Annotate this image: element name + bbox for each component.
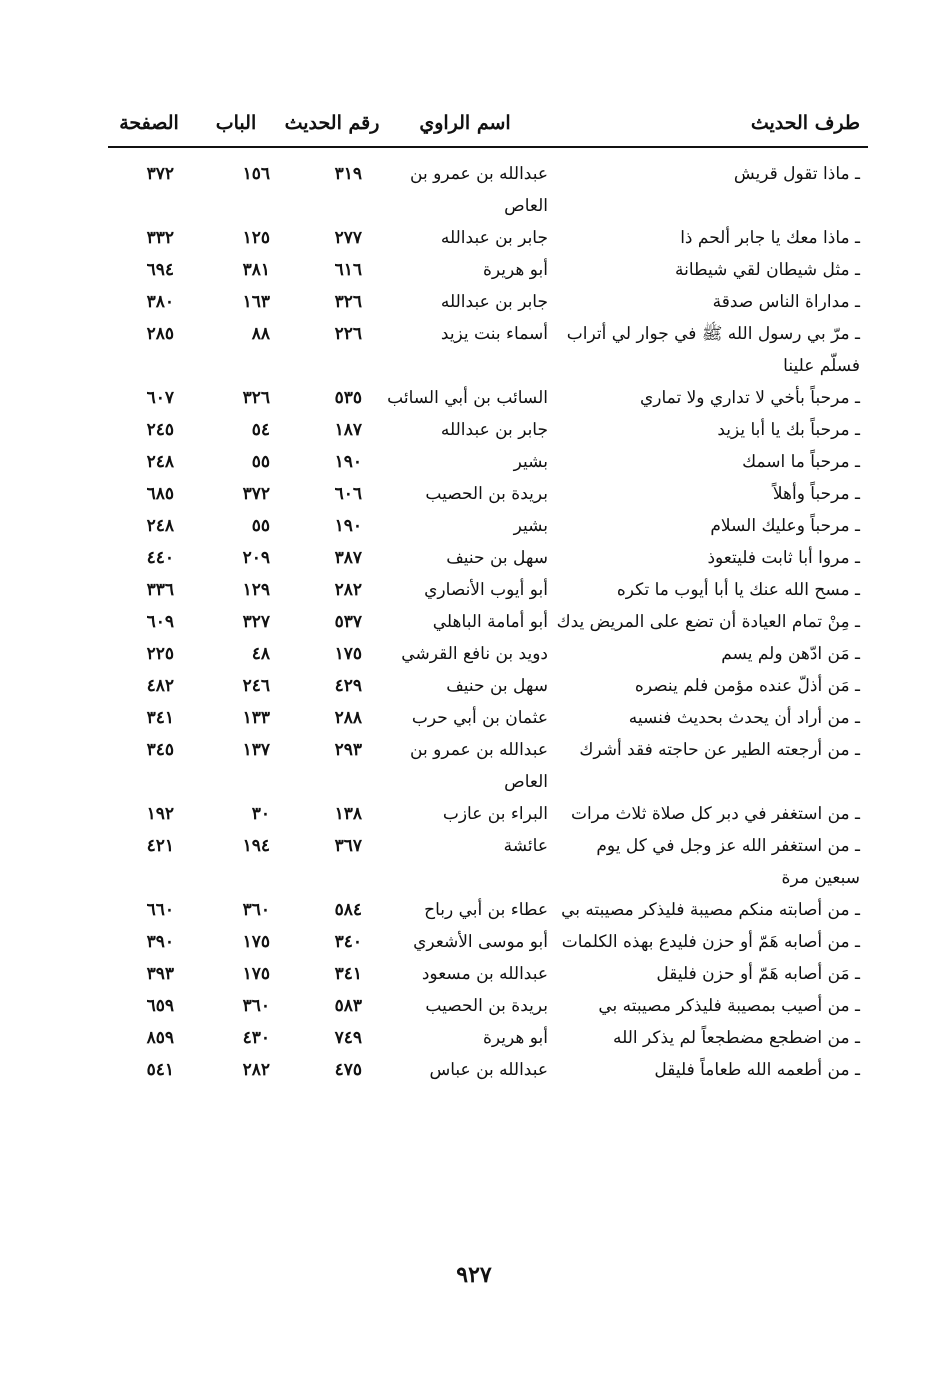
hadith-text: ـ مثل شيطان لقي شيطانة xyxy=(675,260,860,280)
narrator-name: البراء بن عازب xyxy=(442,804,548,824)
page-ref: ٢٤٨ xyxy=(146,452,174,472)
narrator-name: دويد بن نافع القرشي xyxy=(401,644,548,664)
table-row xyxy=(108,830,868,894)
page-ref: ٣٩٠ xyxy=(146,932,174,952)
hadith-number: ٥٣٥ xyxy=(334,388,362,408)
table-row xyxy=(108,990,868,1022)
hadith-number: ٥٣٧ xyxy=(334,612,362,632)
hadith-text: ـ مَن أصابه هَمّ أو حزن فليقل xyxy=(656,964,860,984)
hadith-text: ـ مرّ بي رسول الله ﷺ في جوار لي أتراب فسلّم علينا xyxy=(566,324,860,376)
bab-number: ١٢٥ xyxy=(242,228,270,248)
page-ref: ٣٤٥ xyxy=(146,740,174,760)
table-row xyxy=(108,478,868,510)
hadith-text: ـ مرحباً وأهلاً xyxy=(772,484,860,504)
hadith-number: ٤٧٥ xyxy=(334,1060,362,1080)
bab-number: ٥٥ xyxy=(251,516,270,536)
header-narrator: اسم الراوي xyxy=(419,112,511,134)
index-page xyxy=(108,100,868,1086)
table-row xyxy=(108,958,868,990)
table-row xyxy=(108,382,868,414)
page-ref: ٢٤٥ xyxy=(146,420,174,440)
narrator-name: عبدالله بن عمرو بن العاص xyxy=(410,740,548,792)
table-row xyxy=(108,446,868,478)
table-row xyxy=(108,1054,868,1086)
hadith-number: ١٧٥ xyxy=(334,644,362,664)
bab-number: ٥٥ xyxy=(251,452,270,472)
table-row xyxy=(108,1022,868,1054)
header-hadith-text: طرف الحديث xyxy=(750,112,860,134)
hadith-number: ٣١٩ xyxy=(334,164,362,184)
hadith-text: ـ مرحباً ما اسمك xyxy=(742,452,860,472)
header-page: الصفحة xyxy=(119,112,179,134)
hadith-number: ٦٠٦ xyxy=(334,484,362,504)
page-ref: ٦٨٥ xyxy=(146,484,174,504)
narrator-name: عائشة xyxy=(503,836,548,856)
hadith-number: ٧٤٩ xyxy=(334,1028,362,1048)
page-ref: ٢٨٥ xyxy=(146,324,174,344)
hadith-text: ـ من أراد أن يحدث بحديث فنسيه xyxy=(628,708,860,728)
narrator-name: أبو هريرة xyxy=(482,260,548,280)
hadith-text: ـ من أصابه هَمّ أو حزن فليدع بهذه الكلمات xyxy=(561,932,860,952)
bab-number: ٥٤ xyxy=(251,420,270,440)
page-ref: ٢٤٨ xyxy=(146,516,174,536)
hadith-text: ـ من أصيب بمصيبة فليذكر مصيبته بي xyxy=(598,996,860,1016)
narrator-name: عبدالله بن مسعود xyxy=(421,964,548,984)
page-ref: ٢٢٥ xyxy=(146,644,174,664)
table-row xyxy=(108,574,868,606)
hadith-number: ٦١٦ xyxy=(334,260,362,280)
bab-number: ١٣٣ xyxy=(242,708,270,728)
narrator-name: بريدة بن الحصيب xyxy=(425,484,548,504)
hadith-text: ـ مداراة الناس صدقة xyxy=(712,292,860,312)
narrator-name: جابر بن عبدالله xyxy=(440,292,548,312)
table-row xyxy=(108,414,868,446)
narrator-name: جابر بن عبدالله xyxy=(440,228,548,248)
header-bab: الباب xyxy=(215,112,257,134)
hadith-text: ـ من أرجعته الطير عن حاجته فقد أشرك xyxy=(579,740,860,760)
page-ref: ٦٩٤ xyxy=(146,260,174,280)
bab-number: ٣٦٠ xyxy=(242,996,270,1016)
hadith-text: ـ من أصابته منكم مصيبة فليذكر مصيبته بي xyxy=(561,900,860,920)
bab-number: ٤٨ xyxy=(251,644,270,664)
hadith-text: ـ مَن ادّهن ولم يسم xyxy=(721,644,860,664)
hadith-number: ٥٨٤ xyxy=(334,900,362,920)
page-ref: ٨٥٩ xyxy=(146,1028,174,1048)
hadith-number: ٢٨٨ xyxy=(334,708,362,728)
hadith-number: ٢٢٦ xyxy=(334,324,362,344)
hadith-text: ـ مرحباً بك يا أبا يزيد xyxy=(717,420,860,440)
bab-number: ٤٣٠ xyxy=(242,1028,270,1048)
hadith-number: ٣٤٠ xyxy=(334,932,362,952)
bab-number: ٨٨ xyxy=(251,324,270,344)
hadith-text: ـ مِنْ تمام العيادة أن تضع على المريض يدك xyxy=(556,612,860,632)
narrator-name: أبو أمامة الباهلي xyxy=(432,612,548,632)
hadith-text: ـ من استغفر في دبر كل صلاة ثلاث مرات xyxy=(570,804,860,824)
bab-number: ٢٠٩ xyxy=(242,548,270,568)
narrator-name: أبو موسى الأشعري xyxy=(413,932,548,952)
page-ref: ٣٣٦ xyxy=(146,580,174,600)
hadith-number: ٢٨٢ xyxy=(334,580,362,600)
page-ref: ٦٦٠ xyxy=(146,900,174,920)
table-row xyxy=(108,798,868,830)
page-ref: ٣٩٣ xyxy=(146,964,174,984)
table-row xyxy=(108,894,868,926)
bab-number: ٢٤٦ xyxy=(242,676,270,696)
bab-number: ٣٢٦ xyxy=(242,388,270,408)
hadith-number: ٣٨٧ xyxy=(334,548,362,568)
table-row xyxy=(108,318,868,382)
bab-number: ٣٦٠ xyxy=(242,900,270,920)
narrator-name: بشير xyxy=(513,516,548,536)
bab-number: ١٧٥ xyxy=(242,932,270,952)
narrator-name: عبدالله بن عمرو بن العاص xyxy=(410,164,548,216)
page-ref: ٤٨٢ xyxy=(146,676,174,696)
header-hadith-number: رقم الحديث xyxy=(284,112,380,134)
hadith-text: ـ ماذا معك يا جابر ألحم ذا xyxy=(680,228,860,248)
table-row xyxy=(108,222,868,254)
bab-number: ٢٨٢ xyxy=(242,1060,270,1080)
bab-number: ٣٠ xyxy=(251,804,270,824)
page-number: ٩٢٧ xyxy=(456,1262,492,1288)
bab-number: ١٩٤ xyxy=(242,836,270,856)
table-row xyxy=(108,670,868,702)
table-row xyxy=(108,542,868,574)
hadith-text: ـ مروا أبا ثابت فليتعوذ xyxy=(707,548,860,568)
bab-number: ١٦٣ xyxy=(242,292,270,312)
hadith-text: ـ ماذا تقول قريش xyxy=(733,164,860,184)
narrator-name: بريدة بن الحصيب xyxy=(425,996,548,1016)
hadith-number: ٥٨٣ xyxy=(334,996,362,1016)
page-ref: ٤٢١ xyxy=(146,836,174,856)
hadith-number: ١٣٨ xyxy=(334,804,362,824)
narrator-name: سهل بن حنيف xyxy=(446,548,548,568)
page-ref: ٦٥٩ xyxy=(146,996,174,1016)
table-body xyxy=(108,158,868,1086)
narrator-name: عبدالله بن عباس xyxy=(429,1060,548,1080)
narrator-name: بشير xyxy=(513,452,548,472)
bab-number: ١٥٦ xyxy=(242,164,270,184)
hadith-number: ١٩٠ xyxy=(334,516,362,536)
table-header xyxy=(108,100,868,148)
hadith-number: ٢٧٧ xyxy=(334,228,362,248)
narrator-name: أسماء بنت يزيد xyxy=(440,324,548,344)
hadith-text: ـ مسح الله عنك يا أبا أيوب ما تكره xyxy=(616,580,860,600)
table-row xyxy=(108,158,868,222)
table-row xyxy=(108,510,868,542)
narrator-name: عثمان بن أبي حرب xyxy=(411,708,548,728)
table-row xyxy=(108,254,868,286)
page-ref: ٣٤١ xyxy=(146,708,174,728)
table-row xyxy=(108,286,868,318)
hadith-text: ـ مرحباً بأخي لا تداري ولا تماري xyxy=(639,388,860,408)
bab-number: ١٧٥ xyxy=(242,964,270,984)
hadith-number: ١٨٧ xyxy=(334,420,362,440)
hadith-text: ـ مرحباً وعليك السلام xyxy=(710,516,860,536)
bab-number: ٣٧٢ xyxy=(242,484,270,504)
page-ref: ١٩٢ xyxy=(146,804,174,824)
hadith-number: ٣٢٦ xyxy=(334,292,362,312)
hadith-number: ٤٢٩ xyxy=(334,676,362,696)
narrator-name: جابر بن عبدالله xyxy=(440,420,548,440)
table-row xyxy=(108,638,868,670)
narrator-name: أبو هريرة xyxy=(482,1028,548,1048)
hadith-number: ٣٤١ xyxy=(334,964,362,984)
hadith-number: ٢٩٣ xyxy=(334,740,362,760)
table-row xyxy=(108,606,868,638)
table-row xyxy=(108,926,868,958)
narrator-name: أبو أيوب الأنصاري xyxy=(424,580,548,600)
page-ref: ٣٧٢ xyxy=(146,164,174,184)
hadith-number: ١٩٠ xyxy=(334,452,362,472)
bab-number: ٣٨١ xyxy=(242,260,270,280)
page-ref: ٤٤٠ xyxy=(146,548,174,568)
page-ref: ٣٣٢ xyxy=(146,228,174,248)
page-ref: ٦٠٩ xyxy=(146,612,174,632)
hadith-text: ـ من أطعمه الله طعاماً فليقل xyxy=(654,1060,860,1080)
hadith-number: ٣٦٧ xyxy=(334,836,362,856)
page-ref: ٦٠٧ xyxy=(146,388,174,408)
bab-number: ١٣٧ xyxy=(242,740,270,760)
narrator-name: سهل بن حنيف xyxy=(446,676,548,696)
hadith-text: ـ من استغفر الله عز وجل في كل يوم سبعين مرة xyxy=(596,836,860,888)
table-row xyxy=(108,734,868,798)
hadith-text: ـ مَن أذلّ عنده مؤمن فلم ينصره xyxy=(634,676,860,696)
bab-number: ٣٢٧ xyxy=(242,612,270,632)
narrator-name: عطاء بن أبي رباح xyxy=(424,900,548,920)
page-ref: ٥٤١ xyxy=(146,1060,174,1080)
bab-number: ١٢٩ xyxy=(242,580,270,600)
table-row xyxy=(108,702,868,734)
hadith-text: ـ من اضطجع مضطجعاً لم يذكر الله xyxy=(613,1028,860,1048)
narrator-name: السائب بن أبي السائب xyxy=(387,388,548,408)
page-ref: ٣٨٠ xyxy=(146,292,174,312)
